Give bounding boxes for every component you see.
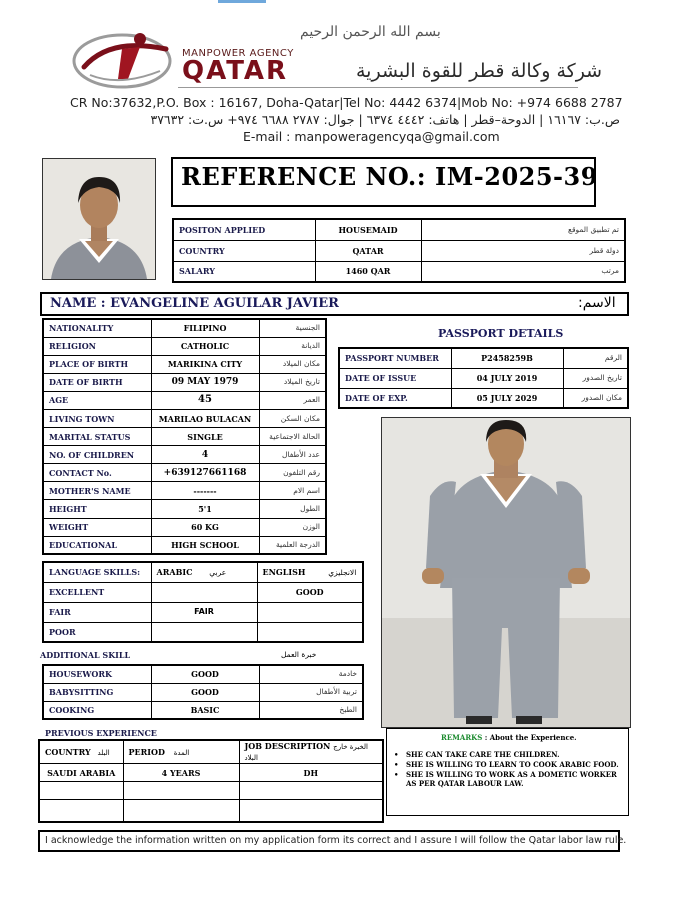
- personal-arabic: مكان الميلاد: [259, 355, 326, 373]
- personal-value: SINGLE: [151, 428, 259, 446]
- babysitting-value: GOOD: [151, 683, 259, 701]
- agency-name-arabic: شركة وكالة قطر للقوة البشرية: [356, 60, 603, 82]
- remarks-title: [441, 733, 577, 742]
- table-row: [43, 683, 363, 701]
- col-period-arabic: المدة: [173, 748, 190, 757]
- english-fair: [257, 602, 363, 622]
- table-row: [43, 582, 363, 602]
- personal-arabic: الطول: [259, 500, 326, 518]
- issue-date-value: 04 JULY 2019: [451, 368, 563, 388]
- previous-experience-title: PREVIOUS EXPERIENCE: [45, 728, 157, 738]
- remark-item: • SHE CAN TAKE CARE THE CHILDREN.: [394, 750, 624, 759]
- level-excellent: EXCELLENT: [43, 582, 151, 602]
- personal-arabic: تاريخ الميلاد: [259, 373, 326, 391]
- expiry-date-value: 05 JULY 2029: [451, 388, 563, 408]
- col-job: [239, 740, 383, 764]
- personal-label: RELIGION: [43, 337, 151, 355]
- table-row: [43, 665, 363, 683]
- table-row: [43, 500, 326, 518]
- arabic-header-label: ARABIC: [156, 566, 193, 577]
- table-row: [43, 428, 326, 446]
- personal-arabic: الوزن: [259, 518, 326, 536]
- housework-arabic: خادمة: [259, 665, 363, 683]
- agency-logo: [70, 27, 176, 91]
- personal-arabic: رقم التلفون: [259, 464, 326, 482]
- table-row: [43, 701, 363, 719]
- personal-value: 5'1: [151, 500, 259, 518]
- table-row: [173, 219, 625, 240]
- personal-label: LIVING TOWN: [43, 409, 151, 427]
- table-row: [43, 622, 363, 642]
- cooking-label: COOKING: [43, 701, 151, 719]
- passport-number-value: P2458259B: [451, 348, 563, 368]
- babysitting-arabic: تربية الأطفال: [259, 683, 363, 701]
- personal-value: +639127661168: [151, 464, 259, 482]
- personal-label: WEIGHT: [43, 518, 151, 536]
- position-table: [172, 218, 626, 283]
- empty-cell: [239, 782, 383, 800]
- table-row: [43, 602, 363, 622]
- personal-arabic: الجنسية: [259, 319, 326, 337]
- name-arabic-label: الاسم:: [578, 295, 616, 311]
- table-row: [43, 337, 326, 355]
- salary-value: 1460 QAR: [315, 261, 421, 282]
- housework-value: GOOD: [151, 665, 259, 683]
- personal-value: 45: [151, 391, 259, 409]
- salary-label: SALARY: [173, 261, 315, 282]
- country-value: QATAR: [315, 240, 421, 261]
- personal-arabic: عدد الأطفال: [259, 446, 326, 464]
- table-row: [339, 368, 628, 388]
- exp-period: 4 YEARS: [123, 764, 239, 782]
- english-poor: [257, 622, 363, 642]
- table-row: [39, 782, 383, 800]
- header-divider: [178, 87, 578, 88]
- personal-arabic: الديانة: [259, 337, 326, 355]
- additional-skill-title: ADDITIONAL SKILL: [40, 650, 131, 660]
- level-fair: FAIR: [43, 602, 151, 622]
- language-header-label: LANGUAGE SKILLS:: [43, 562, 151, 582]
- position-label: POSITON APPLIED: [173, 219, 315, 240]
- salary-arabic: مرتب: [421, 261, 625, 282]
- table-row: [43, 409, 326, 427]
- arabic-fair: FAIR: [151, 602, 257, 622]
- applicant-name: NAME : EVANGELINE AGUILAR JAVIER: [50, 296, 339, 311]
- personal-arabic: العمر: [259, 391, 326, 409]
- english-header: [257, 562, 363, 582]
- contact-english: CR No:37632,P.O. Box : 16167, Doha-Qatar|Tel No: 4442 6374|Mob No: +974 6688 2787: [70, 95, 623, 110]
- empty-cell: [39, 800, 123, 822]
- table-row: [43, 373, 326, 391]
- empty-cell: [123, 800, 239, 822]
- babysitting-label: BABYSITTING: [43, 683, 151, 701]
- personal-label: CONTACT No.: [43, 464, 151, 482]
- header-marker: [218, 0, 266, 3]
- applicant-photo-full: [381, 417, 631, 728]
- table-row: [43, 446, 326, 464]
- table-row: [43, 482, 326, 500]
- table-row: [43, 319, 326, 337]
- personal-details-table: [42, 318, 327, 555]
- additional-skill-table: [42, 664, 364, 720]
- english-header-label: ENGLISH: [262, 566, 306, 577]
- table-row: [173, 240, 625, 261]
- english-header-arabic: الانجليزي: [328, 567, 357, 577]
- personal-label: PLACE OF BIRTH: [43, 355, 151, 373]
- language-table: [42, 561, 364, 643]
- personal-value: 09 MAY 1979: [151, 373, 259, 391]
- additional-skill-arabic: خبرة العمل: [281, 650, 317, 659]
- expiry-date-label: DATE OF EXP.: [339, 388, 451, 408]
- experience-table: [38, 739, 384, 823]
- personal-value: 60 KG: [151, 518, 259, 536]
- expiry-date-arabic: مكان الصدور: [563, 388, 628, 408]
- position-value: HOUSEMAID: [315, 219, 421, 240]
- passport-table: [338, 347, 629, 409]
- country-label: COUNTRY: [173, 240, 315, 261]
- col-country-label: COUNTRY: [45, 746, 91, 757]
- cooking-value: BASIC: [151, 701, 259, 719]
- personal-value: FILIPINO: [151, 319, 259, 337]
- personal-label: DATE OF BIRTH: [43, 373, 151, 391]
- remark-item: • SHE IS WILLING TO WORK AS A DOMETIC WORKER AS PER QATAR LABOUR LAW.: [394, 770, 624, 788]
- table-row: [43, 536, 326, 554]
- col-period: [123, 740, 239, 764]
- remark-item: • SHE IS WILLING TO LEARN TO COOK ARABIC FOOD.: [394, 760, 624, 769]
- remarks-list: [394, 750, 624, 789]
- col-country-arabic: البلد: [97, 748, 110, 757]
- contact-arabic: ص.ب: ١٦١٦٧ | الدوحة–قطر | هاتف: ٤٤٤٢ ٦٣٧٤ | جوال: ٢٧٨٧ ٦٦٨٨ ٩٧٤+ س.ت: ٣٧٦٣٢: [150, 112, 620, 127]
- passport-number-label: PASSPORT NUMBER: [339, 348, 451, 368]
- contact-email: E-mail : manpoweragencyqa@gmail.com: [243, 129, 500, 144]
- personal-label: NATIONALITY: [43, 319, 151, 337]
- empty-cell: [239, 800, 383, 822]
- personal-arabic: الحالة الاجتماعية: [259, 428, 326, 446]
- housework-label: HOUSEWORK: [43, 665, 151, 683]
- issue-date-arabic: تاريخ الصدور: [563, 368, 628, 388]
- level-poor: POOR: [43, 622, 151, 642]
- personal-arabic: اسم الام: [259, 482, 326, 500]
- personal-label: AGE: [43, 391, 151, 409]
- table-row: [43, 355, 326, 373]
- remarks-heading: REMARKS: [441, 733, 483, 742]
- bismillah: بسم الله الرحمن الرحيم: [300, 24, 441, 40]
- country-arabic: دولة قطر: [421, 240, 625, 261]
- col-country: [39, 740, 123, 764]
- personal-value: MARIKINA CITY: [151, 355, 259, 373]
- personal-arabic: الدرجة العلمية: [259, 536, 326, 554]
- table-row: [39, 740, 383, 764]
- arabic-excellent: [151, 582, 257, 602]
- arabic-header-arabic: عربي: [209, 567, 227, 577]
- exp-job: DH: [239, 764, 383, 782]
- table-row: [173, 261, 625, 282]
- acknowledgement-text: I acknowledge the information written on my application form its correct and I assure I will follow the Qatar labor law rule.: [45, 835, 627, 846]
- table-row: [43, 391, 326, 409]
- table-row: [43, 464, 326, 482]
- english-excellent: GOOD: [257, 582, 363, 602]
- personal-label: NO. OF CHILDREN: [43, 446, 151, 464]
- col-period-label: PERIOD: [128, 746, 165, 757]
- personal-value: -------: [151, 482, 259, 500]
- empty-cell: [123, 782, 239, 800]
- col-job-arabic: الخبرة خارج البلاد: [244, 743, 368, 762]
- issue-date-label: DATE OF ISSUE: [339, 368, 451, 388]
- empty-cell: [39, 782, 123, 800]
- table-row: [39, 800, 383, 822]
- personal-label: EDUCATIONAL: [43, 536, 151, 554]
- arabic-poor: [151, 622, 257, 642]
- passport-title: PASSPORT DETAILS: [438, 327, 564, 340]
- personal-value: HIGH SCHOOL: [151, 536, 259, 554]
- personal-value: CATHOLIC: [151, 337, 259, 355]
- cooking-arabic: الطبخ: [259, 701, 363, 719]
- table-row: [339, 388, 628, 408]
- agency-name-small: MANPOWER AGENCY: [182, 48, 294, 59]
- passport-number-arabic: الرقم: [563, 348, 628, 368]
- table-row: [43, 518, 326, 536]
- applicant-photo-small: [42, 158, 156, 280]
- personal-label: HEIGHT: [43, 500, 151, 518]
- position-arabic: تم تطبيق الموقع: [421, 219, 625, 240]
- table-row: [339, 348, 628, 368]
- table-row: [39, 764, 383, 782]
- personal-label: MOTHER'S NAME: [43, 482, 151, 500]
- reference-number: REFERENCE NO.: IM-2025-39: [181, 162, 598, 191]
- personal-label: MARITAL STATUS: [43, 428, 151, 446]
- table-row: [43, 562, 363, 582]
- exp-country: SAUDI ARABIA: [39, 764, 123, 782]
- arabic-header: [151, 562, 257, 582]
- col-job-label: JOB DESCRIPTION: [244, 741, 331, 751]
- personal-arabic: مكان السكن: [259, 409, 326, 427]
- personal-value: 4: [151, 446, 259, 464]
- personal-value: MARILAO BULACAN: [151, 409, 259, 427]
- remarks-subtitle: : About the Experience.: [482, 733, 577, 742]
- agency-name-big: QATAR: [182, 56, 289, 86]
